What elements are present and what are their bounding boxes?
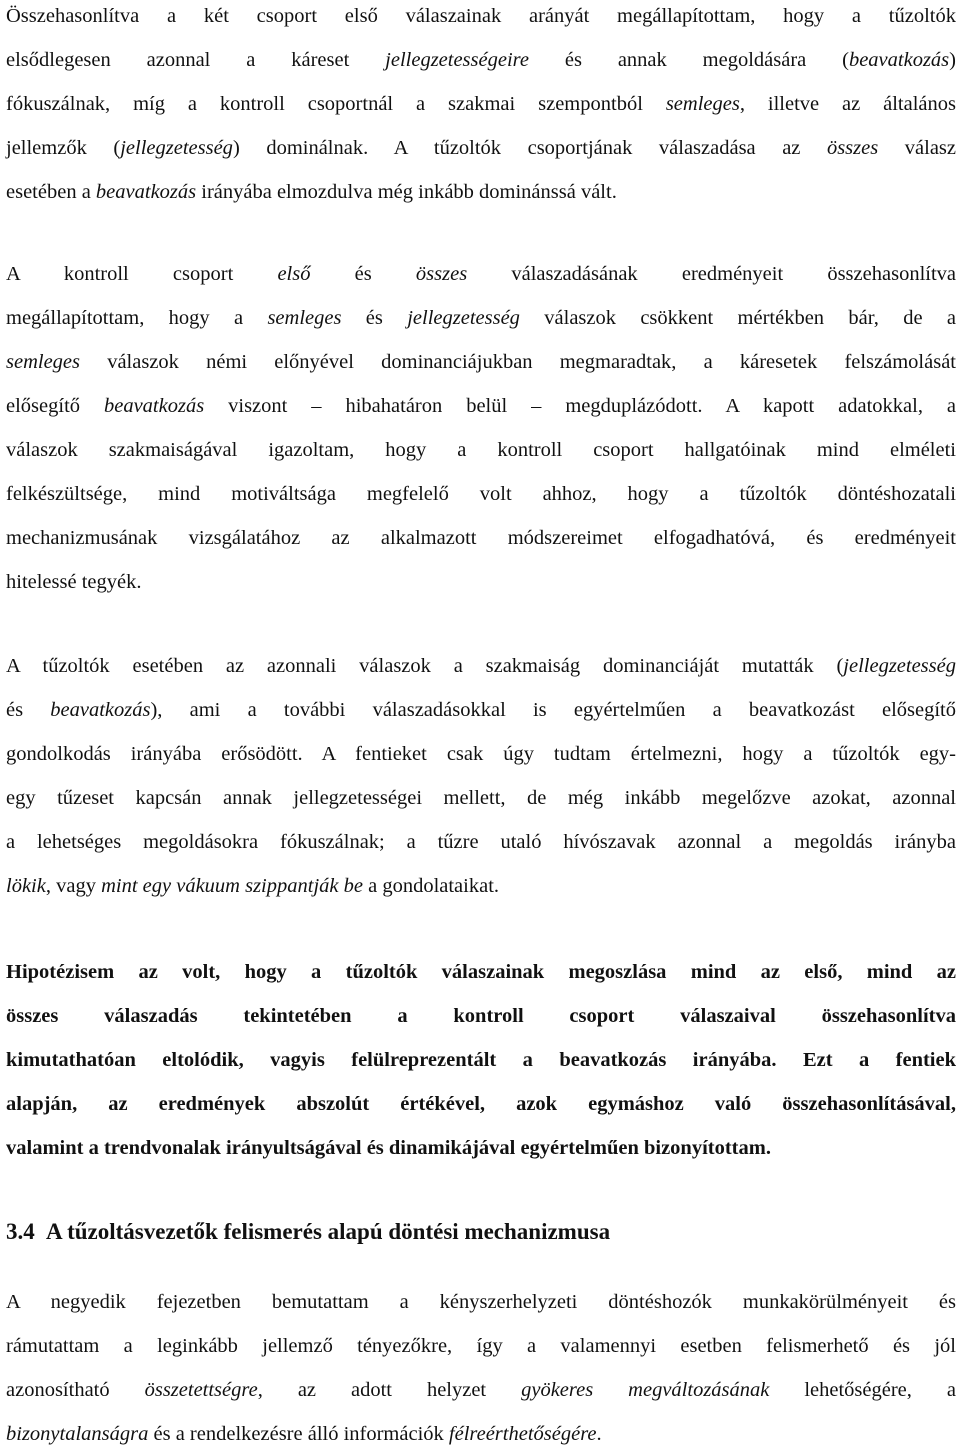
text-line xyxy=(6,252,956,296)
text-run: alapján, az eredmények abszolút értékével, azok egymáshoz való összehasonlításával, xyxy=(6,1093,956,1115)
text-run: és a rendelkezésre álló információk xyxy=(148,1423,449,1445)
text-run: elősegítő xyxy=(6,395,104,417)
italic-run: semleges xyxy=(267,307,342,329)
italic-run: félreérthetőségére xyxy=(448,1423,597,1445)
text-run: válaszok szakmaiságával igazoltam, hogy a kontroll csoport hallgatóinak mind elméleti xyxy=(6,439,956,461)
italic-run: mint egy vákuum szippantják be xyxy=(101,875,363,897)
text-line xyxy=(6,126,956,170)
text-line xyxy=(6,776,956,820)
text-line xyxy=(6,732,956,776)
text-line xyxy=(6,296,956,340)
text-run: Összehasonlítva a két csoport első válaszainak arányát megállapítottam, hogy a tűzoltók xyxy=(6,5,956,27)
italic-run: összes xyxy=(826,137,879,159)
italic-run: beavatkozás xyxy=(50,699,151,721)
text-line xyxy=(6,170,956,214)
text-line xyxy=(6,472,956,516)
text-run: és xyxy=(6,699,51,721)
text-run: megállapítottam, hogy a xyxy=(6,307,268,329)
paragraph-3 xyxy=(6,644,956,908)
text-run: hitelessé tegyék. xyxy=(6,571,142,593)
text-run: a lehetséges megoldásokra fókuszálnak; a tűzre utaló hívószavak azonnal a megoldás irányba xyxy=(6,831,956,853)
text-line xyxy=(6,38,956,82)
paragraph-hypothesis xyxy=(6,950,956,1170)
text-line xyxy=(6,428,956,472)
text-line xyxy=(6,994,956,1038)
text-run: ) xyxy=(949,49,956,71)
text-run: kimutathatóan eltolódik, vagyis felülreprezentált a beavatkozás irányába. Ezt a fentiek xyxy=(6,1049,956,1071)
text-line xyxy=(6,864,956,908)
text-run: és xyxy=(310,263,416,285)
paragraph-final xyxy=(6,1280,956,1456)
text-run: A tűzoltók esetében az azonnali válaszok a szakmaiság dominanciáját mutatták ( xyxy=(6,655,844,677)
text-run: válaszok némi előnyével dominanciájukban megmaradtak, a káresetek felszámolását xyxy=(80,351,956,373)
text-run: gondolkodás irányába erősödött. A fentieket csak úgy tudtam értelmezni, hogy a tűzoltók egy- xyxy=(6,743,956,765)
text-run: válaszok csökkent mértékben bár, de a xyxy=(519,307,956,329)
italic-run: jellegzetesség xyxy=(843,655,956,677)
italic-run: beavatkozás xyxy=(95,181,197,203)
text-run: egy tűzeset kapcsán annak jellegzetességei mellett, de még inkább megelőzve azokat, azonnal xyxy=(6,787,956,809)
italic-run: semleges xyxy=(665,93,740,115)
section-heading xyxy=(6,1210,956,1254)
italic-run: összes xyxy=(415,263,468,285)
text-run: elsődlegesen azonnal a káreset xyxy=(6,49,386,71)
text-run: mechanizmusának vizsgálatához az alkalmazott módszereimet elfogadhatóvá, és eredményeit xyxy=(6,527,956,549)
text-line xyxy=(6,340,956,384)
text-run: a gondolataikat. xyxy=(362,875,500,897)
text-run: összes válaszadás tekintetében a kontroll csoport válaszaival összehasonlítva xyxy=(6,1005,956,1027)
text-line xyxy=(6,1280,956,1324)
section-title: A tűzoltásvezetők felismerés alapú döntési mechanizmusa xyxy=(46,1219,611,1244)
text-line xyxy=(6,560,956,604)
text-run: jellemzők ( xyxy=(6,137,121,159)
text-run: fókuszálnak, míg a kontroll csoportnál a szakmai szempontból xyxy=(6,93,666,115)
text-line xyxy=(6,1038,956,1082)
text-run: . xyxy=(596,1423,602,1445)
text-line xyxy=(6,82,956,126)
text-run: rámutattam a leginkább jellemző tényezőkre, így a valamennyi esetben felismerhető és jól xyxy=(6,1335,956,1357)
text-line xyxy=(6,644,956,688)
text-run: Hipotézisem az volt, hogy a tűzoltók válaszainak megoszlása mind az első, mind az xyxy=(6,961,956,983)
text-run: ), ami a további válaszadásokkal is egyértelműen a beavatkozást elősegítő xyxy=(150,699,956,721)
text-line xyxy=(6,384,956,428)
text-line xyxy=(6,950,956,994)
text-line xyxy=(6,0,956,38)
italic-run: bizonytalanságra xyxy=(6,1423,149,1445)
text-line xyxy=(6,1412,956,1456)
italic-run: első xyxy=(277,263,311,285)
text-run: , illetve az általános xyxy=(739,93,957,115)
section-number: 3.4 xyxy=(6,1219,35,1244)
italic-run: jellegzetesség xyxy=(120,137,233,159)
italic-run: jellegzetesség xyxy=(407,307,520,329)
paragraph-2 xyxy=(6,252,956,604)
italic-run: beavatkozás xyxy=(103,395,205,417)
italic-run: gyökeres megváltozásának xyxy=(521,1379,770,1401)
text-line xyxy=(6,1126,956,1170)
text-line xyxy=(6,1324,956,1368)
text-line xyxy=(6,688,956,732)
text-run: A kontroll csoport xyxy=(6,263,278,285)
paragraph-1 xyxy=(6,0,956,214)
text-line xyxy=(6,1368,956,1412)
text-run: és annak megoldására ( xyxy=(528,49,849,71)
text-run: , az adott helyzet xyxy=(257,1379,522,1401)
text-run: felkészültsége, mind motiváltsága megfelelő volt ahhoz, hogy a tűzoltók döntéshozatali xyxy=(6,483,956,505)
text-run: és xyxy=(341,307,408,329)
text-run: válasz xyxy=(878,137,956,159)
italic-run: lökik xyxy=(6,875,46,897)
text-run: esetében a xyxy=(6,181,96,203)
text-run: , vagy xyxy=(45,875,102,897)
text-run: A negyedik fejezetben bemutattam a kényszerhelyzeti döntéshozók munkakörülményeit és xyxy=(6,1291,956,1313)
text-run: viszont – hibahatáron belül – megduplázódott. A kapott adatokkal, a xyxy=(204,395,957,417)
text-run: irányába elmozdulva még inkább dominánssá vált. xyxy=(196,181,617,203)
text-line xyxy=(6,516,956,560)
italic-run: semleges xyxy=(6,351,81,373)
text-run: válaszadásának eredményeit összehasonlítva xyxy=(467,263,956,285)
italic-run: beavatkozás xyxy=(848,49,950,71)
italic-run: jellegzetességeire xyxy=(385,49,529,71)
text-run: azonosítható xyxy=(6,1379,145,1401)
italic-run: összetettségre xyxy=(144,1379,258,1401)
text-run: valamint a trendvonalak irányultságával és dinamikájával egyértelműen bizonyítottam. xyxy=(6,1137,771,1159)
text-run: lehetőségére, a xyxy=(769,1379,956,1401)
text-line xyxy=(6,820,956,864)
text-run: ) dominálnak. A tűzoltók csoportjának válaszadása az xyxy=(232,137,827,159)
text-line xyxy=(6,1082,956,1126)
